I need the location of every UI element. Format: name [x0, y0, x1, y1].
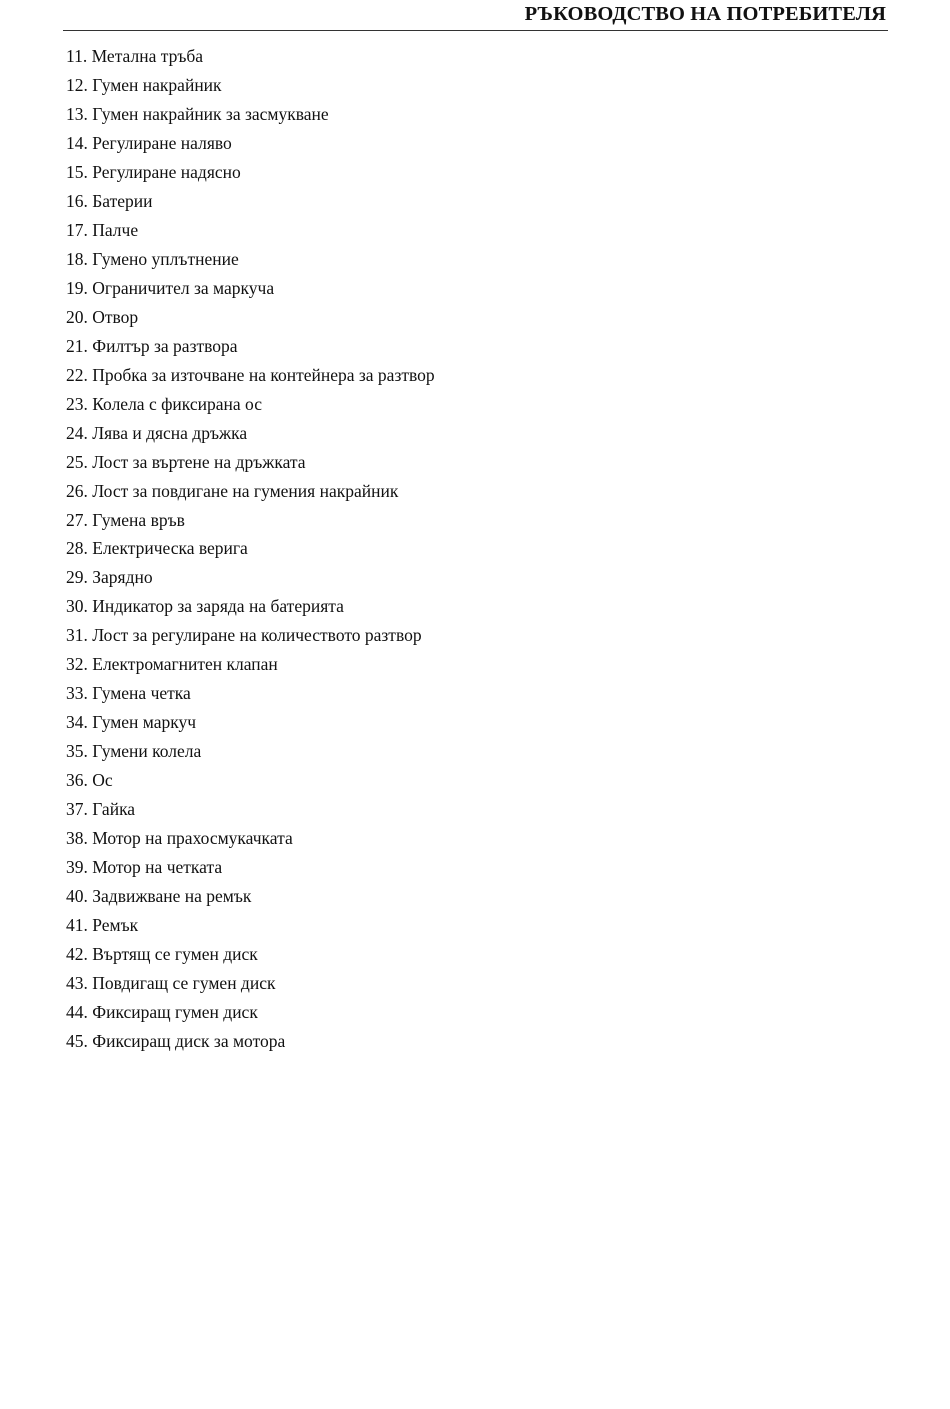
list-item: 32. Електромагнитен клапан	[66, 654, 278, 675]
list-item: 31. Лост за регулиране на количеството разтвор	[66, 625, 422, 646]
list-item: 27. Гумена връв	[66, 509, 185, 530]
list-item: 23. Колела с фиксирана ос	[66, 393, 262, 414]
list-item: 45. Фиксиращ диск за мотора	[66, 1030, 286, 1051]
list-item: 39. Мотор на четката	[66, 857, 223, 878]
list-item: 15. Регулиране надясно	[66, 161, 241, 182]
list-item: 37. Гайка	[66, 799, 136, 820]
list-item: 36. Ос	[66, 770, 113, 791]
list-item: 30. Индикатор за заряда на батерията	[66, 596, 344, 617]
list-item: 16. Батерии	[66, 190, 153, 211]
list-item: 14. Регулиране наляво	[66, 132, 232, 153]
list-item: 17. Палче	[66, 219, 139, 240]
list-item: 38. Мотор на прахосмукачката	[66, 828, 293, 849]
list-item: 22. Пробка за източване на контейнера за разтвор	[66, 364, 435, 385]
list-item: 40. Задвижване на ремък	[66, 886, 252, 907]
list-item: 33. Гумена четка	[66, 683, 191, 704]
list-item: 21. Филтър за разтвора	[66, 335, 238, 356]
list-item: 19. Ограничител за маркуча	[66, 277, 275, 298]
list-item: 28. Електрическа верига	[66, 538, 248, 559]
list-item: 42. Въртящ се гумен диск	[66, 944, 258, 965]
list-item: 20. Отвор	[66, 306, 139, 327]
list-item: 34. Гумен маркуч	[66, 712, 197, 733]
list-item: 44. Фиксиращ гумен диск	[66, 1001, 258, 1022]
list-item: 24. Лява и дясна дръжка	[66, 422, 248, 443]
list-item: 11. Метална тръба	[66, 46, 204, 66]
page-header	[63, 0, 888, 31]
list-item: 12. Гумен накрайник	[66, 74, 222, 95]
list-item: 18. Гумено уплътнение	[66, 248, 239, 269]
list-item: 35. Гумени колела	[66, 741, 202, 762]
list-item: 25. Лост за въртене на дръжката	[66, 451, 306, 472]
list-item: 29. Зарядно	[66, 567, 153, 588]
list-item: 41. Ремък	[66, 915, 139, 936]
list-item: 43. Повдигащ се гумен диск	[66, 973, 276, 993]
list-item: 13. Гумен накрайник за засмукване	[66, 103, 329, 124]
page-title: РЪКОВОДСТВО НА ПОТРЕБИТЕЛЯ	[524, 3, 886, 25]
list-item: 26. Лост за повдигане на гумения накрайник	[66, 480, 399, 501]
parts-list	[66, 42, 435, 1056]
